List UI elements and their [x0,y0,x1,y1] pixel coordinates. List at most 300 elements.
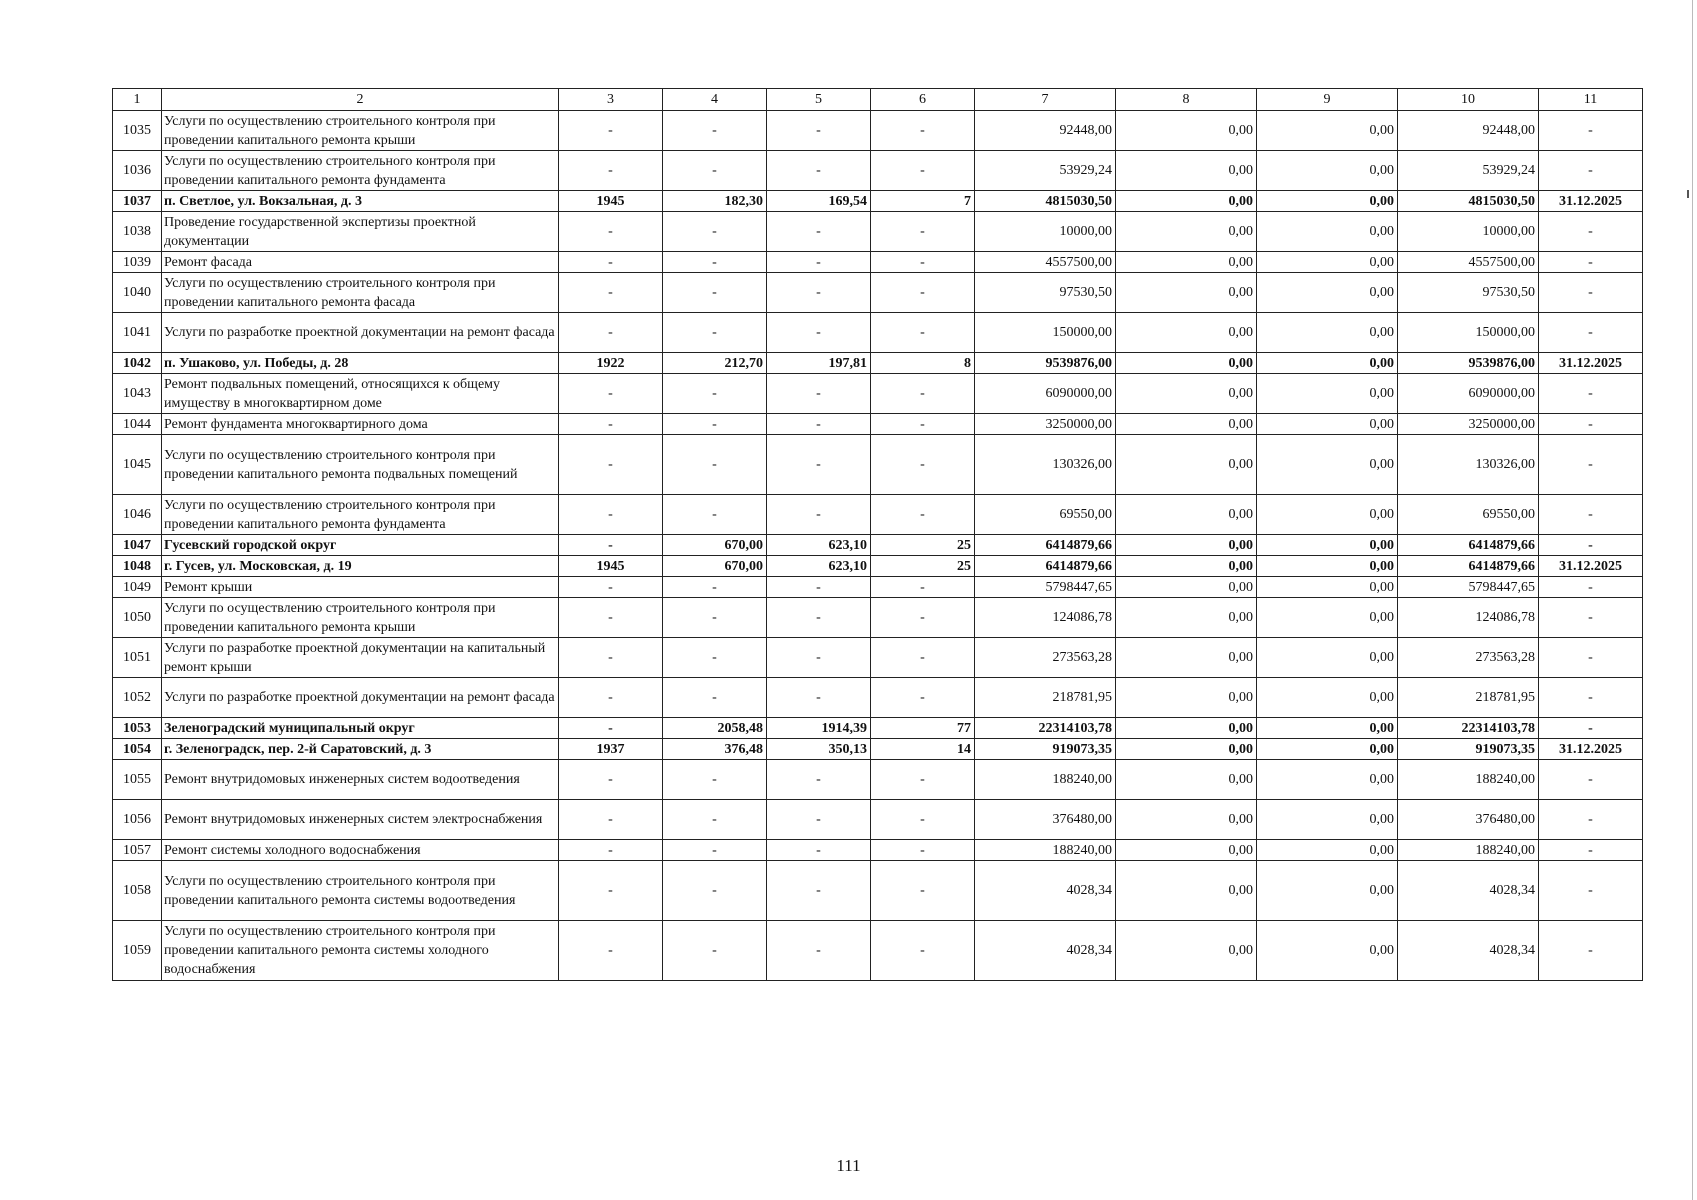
cost-col8-cell: 0,00 [1116,495,1257,535]
residents-cell: - [871,414,975,435]
page-number: 111 [836,1156,861,1175]
description-cell: Гусевский городской округ [162,535,559,556]
deadline-cell: - [1539,252,1643,273]
area-total-cell: - [663,374,767,414]
cost-col10-cell: 4557500,00 [1398,252,1539,273]
row-number-cell: 1036 [113,151,162,191]
scan-edge-line [1692,0,1693,1200]
capital-repair-table [112,88,1643,981]
description-cell: Услуги по разработке проектной документации на ремонт фасада [162,678,559,718]
cost-col8-cell: 0,00 [1116,535,1257,556]
cost-col8-cell: 0,00 [1116,861,1257,921]
year-cell: - [559,861,663,921]
deadline-cell: 31.12.2025 [1539,739,1643,760]
row-number-cell: 1054 [113,739,162,760]
row-number-cell: 1042 [113,353,162,374]
description-cell: г. Гусев, ул. Московская, д. 19 [162,556,559,577]
description-cell: Ремонт внутридомовых инженерных систем водоотведения [162,760,559,800]
cost-col8-cell: 0,00 [1116,151,1257,191]
cost-col10-cell: 188240,00 [1398,840,1539,861]
cost-col8-cell: 0,00 [1116,800,1257,840]
year-cell: - [559,414,663,435]
cost-total-cell: 6414879,66 [975,535,1116,556]
cost-col9-cell: 0,00 [1257,556,1398,577]
deadline-cell: - [1539,435,1643,495]
table-row-section [113,556,1643,577]
area-living-cell: - [767,111,871,151]
description-cell: Ремонт фасада [162,252,559,273]
cost-col10-cell: 4028,34 [1398,921,1539,981]
table-row-section [113,718,1643,739]
year-cell: - [559,598,663,638]
area-living-cell: 623,10 [767,535,871,556]
residents-cell: - [871,151,975,191]
deadline-cell: - [1539,313,1643,353]
description-cell: Ремонт внутридомовых инженерных систем электроснабжения [162,800,559,840]
row-number-cell: 1039 [113,252,162,273]
area-total-cell: - [663,800,767,840]
cost-col9-cell: 0,00 [1257,495,1398,535]
row-number-cell: 1041 [113,313,162,353]
header-cell: 8 [1116,89,1257,111]
area-living-cell: - [767,252,871,273]
table-row [113,273,1643,313]
area-living-cell: - [767,495,871,535]
header-cell: 2 [162,89,559,111]
cost-total-cell: 92448,00 [975,111,1116,151]
area-living-cell: - [767,861,871,921]
area-total-cell: - [663,212,767,252]
cost-col10-cell: 4028,34 [1398,861,1539,921]
area-living-cell: 169,54 [767,191,871,212]
cost-col8-cell: 0,00 [1116,840,1257,861]
row-number-cell: 1050 [113,598,162,638]
table-row [113,840,1643,861]
cost-col9-cell: 0,00 [1257,739,1398,760]
header-cell: 4 [663,89,767,111]
area-living-cell: 350,13 [767,739,871,760]
area-total-cell: 376,48 [663,739,767,760]
area-living-cell: - [767,374,871,414]
area-total-cell: - [663,111,767,151]
area-total-cell: 670,00 [663,556,767,577]
description-cell: Услуги по осуществлению строительного контроля при проведении капитального ремонта подвальных помещений [162,435,559,495]
residents-cell: - [871,252,975,273]
deadline-cell: - [1539,212,1643,252]
deadline-cell: - [1539,111,1643,151]
cost-col8-cell: 0,00 [1116,414,1257,435]
area-living-cell: - [767,151,871,191]
cost-total-cell: 919073,35 [975,739,1116,760]
year-cell: - [559,638,663,678]
table-row [113,151,1643,191]
cost-col10-cell: 273563,28 [1398,638,1539,678]
residents-cell: - [871,598,975,638]
cost-col10-cell: 22314103,78 [1398,718,1539,739]
residents-cell: - [871,678,975,718]
description-cell: г. Зеленоградск, пер. 2-й Саратовский, д. 3 [162,739,559,760]
row-number-cell: 1056 [113,800,162,840]
cost-col8-cell: 0,00 [1116,313,1257,353]
year-cell: - [559,840,663,861]
deadline-cell: - [1539,678,1643,718]
year-cell: 1922 [559,353,663,374]
cost-total-cell: 69550,00 [975,495,1116,535]
cost-col10-cell: 10000,00 [1398,212,1539,252]
area-total-cell: - [663,598,767,638]
table-row [113,678,1643,718]
area-total-cell: 212,70 [663,353,767,374]
deadline-cell: - [1539,374,1643,414]
cost-col10-cell: 376480,00 [1398,800,1539,840]
cost-col10-cell: 124086,78 [1398,598,1539,638]
cost-col9-cell: 0,00 [1257,598,1398,638]
row-number-cell: 1035 [113,111,162,151]
year-cell: - [559,718,663,739]
residents-cell: - [871,435,975,495]
area-living-cell: - [767,678,871,718]
deadline-cell: - [1539,921,1643,981]
residents-cell: - [871,374,975,414]
cost-total-cell: 376480,00 [975,800,1116,840]
cost-col9-cell: 0,00 [1257,535,1398,556]
row-number-cell: 1059 [113,921,162,981]
deadline-cell: 31.12.2025 [1539,556,1643,577]
residents-cell: - [871,638,975,678]
cost-col10-cell: 6414879,66 [1398,535,1539,556]
cost-total-cell: 22314103,78 [975,718,1116,739]
row-number-cell: 1057 [113,840,162,861]
header-cell: 5 [767,89,871,111]
table-row [113,577,1643,598]
year-cell: - [559,151,663,191]
cost-col8-cell: 0,00 [1116,191,1257,212]
deadline-cell: - [1539,577,1643,598]
table-row [113,861,1643,921]
cost-col10-cell: 150000,00 [1398,313,1539,353]
area-living-cell: - [767,760,871,800]
residents-cell: - [871,577,975,598]
deadline-cell: - [1539,535,1643,556]
cost-total-cell: 150000,00 [975,313,1116,353]
cost-col8-cell: 0,00 [1116,212,1257,252]
residents-cell: - [871,495,975,535]
cost-col9-cell: 0,00 [1257,840,1398,861]
row-number-cell: 1053 [113,718,162,739]
year-cell: - [559,535,663,556]
year-cell: 1937 [559,739,663,760]
cost-total-cell: 188240,00 [975,840,1116,861]
residents-cell: - [871,861,975,921]
cost-col9-cell: 0,00 [1257,678,1398,718]
cost-col10-cell: 92448,00 [1398,111,1539,151]
cost-col9-cell: 0,00 [1257,760,1398,800]
cost-col9-cell: 0,00 [1257,151,1398,191]
cost-col8-cell: 0,00 [1116,353,1257,374]
row-number-cell: 1046 [113,495,162,535]
year-cell: - [559,921,663,981]
area-total-cell: 182,30 [663,191,767,212]
row-number-cell: 1049 [113,577,162,598]
cost-total-cell: 9539876,00 [975,353,1116,374]
description-cell: Ремонт крыши [162,577,559,598]
cost-col9-cell: 0,00 [1257,212,1398,252]
residents-cell: - [871,273,975,313]
cost-col9-cell: 0,00 [1257,313,1398,353]
year-cell: - [559,273,663,313]
cost-col9-cell: 0,00 [1257,577,1398,598]
header-cell: 9 [1257,89,1398,111]
row-number-cell: 1048 [113,556,162,577]
table-row [113,111,1643,151]
cost-col9-cell: 0,00 [1257,718,1398,739]
description-cell: Услуги по осуществлению строительного контроля при проведении капитального ремонта крыши [162,598,559,638]
row-number-cell: 1038 [113,212,162,252]
description-cell: Услуги по осуществлению строительного контроля при проведении капитального ремонта фундамента [162,151,559,191]
cost-total-cell: 6090000,00 [975,374,1116,414]
column-number-header-row [113,89,1643,111]
table-row [113,212,1643,252]
description-cell: Услуги по осуществлению строительного контроля при проведении капитального ремонта крыши [162,111,559,151]
cost-total-cell: 124086,78 [975,598,1116,638]
header-cell: 3 [559,89,663,111]
area-total-cell: - [663,638,767,678]
description-cell: п. Светлое, ул. Вокзальная, д. 3 [162,191,559,212]
area-total-cell: - [663,760,767,800]
year-cell: 1945 [559,191,663,212]
cost-total-cell: 4815030,50 [975,191,1116,212]
area-living-cell: - [767,921,871,981]
header-cell: 10 [1398,89,1539,111]
deadline-cell: - [1539,840,1643,861]
cost-col9-cell: 0,00 [1257,414,1398,435]
table-row [113,598,1643,638]
deadline-cell: - [1539,760,1643,800]
row-number-cell: 1037 [113,191,162,212]
year-cell: - [559,435,663,495]
cost-col10-cell: 9539876,00 [1398,353,1539,374]
cost-total-cell: 5798447,65 [975,577,1116,598]
cost-col10-cell: 97530,50 [1398,273,1539,313]
deadline-cell: 31.12.2025 [1539,353,1643,374]
row-number-cell: 1047 [113,535,162,556]
area-living-cell: 197,81 [767,353,871,374]
cost-total-cell: 53929,24 [975,151,1116,191]
area-total-cell: 2058,48 [663,718,767,739]
cost-col9-cell: 0,00 [1257,111,1398,151]
description-cell: Зеленоградский муниципальный округ [162,718,559,739]
cost-col8-cell: 0,00 [1116,273,1257,313]
cost-col9-cell: 0,00 [1257,191,1398,212]
deadline-cell: - [1539,414,1643,435]
deadline-cell: - [1539,273,1643,313]
area-living-cell: - [767,598,871,638]
cost-col8-cell: 0,00 [1116,760,1257,800]
cost-total-cell: 4028,34 [975,921,1116,981]
year-cell: - [559,760,663,800]
cost-col8-cell: 0,00 [1116,678,1257,718]
area-total-cell: - [663,840,767,861]
area-living-cell: - [767,577,871,598]
area-living-cell: - [767,273,871,313]
header-cell: 7 [975,89,1116,111]
area-total-cell: 670,00 [663,535,767,556]
description-cell: Ремонт системы холодного водоснабжения [162,840,559,861]
cost-total-cell: 6414879,66 [975,556,1116,577]
table-row-section [113,191,1643,212]
residents-cell: 14 [871,739,975,760]
row-number-cell: 1040 [113,273,162,313]
table-row [113,760,1643,800]
area-living-cell: - [767,313,871,353]
residents-cell: - [871,760,975,800]
cost-total-cell: 4557500,00 [975,252,1116,273]
cost-col9-cell: 0,00 [1257,921,1398,981]
table-row-section [113,353,1643,374]
cost-col8-cell: 0,00 [1116,638,1257,678]
cost-total-cell: 10000,00 [975,212,1116,252]
cost-col10-cell: 3250000,00 [1398,414,1539,435]
row-number-cell: 1055 [113,760,162,800]
description-cell: Услуги по разработке проектной документации на капитальный ремонт крыши [162,638,559,678]
area-total-cell: - [663,273,767,313]
cost-col10-cell: 6090000,00 [1398,374,1539,414]
area-total-cell: - [663,435,767,495]
cost-col8-cell: 0,00 [1116,111,1257,151]
cost-col9-cell: 0,00 [1257,638,1398,678]
residents-cell: 25 [871,535,975,556]
cost-col9-cell: 0,00 [1257,800,1398,840]
header-cell: 11 [1539,89,1643,111]
area-living-cell: 623,10 [767,556,871,577]
cost-col8-cell: 0,00 [1116,556,1257,577]
residents-cell: - [871,921,975,981]
residents-cell: - [871,313,975,353]
table-row [113,800,1643,840]
cost-col10-cell: 53929,24 [1398,151,1539,191]
cost-col10-cell: 6414879,66 [1398,556,1539,577]
area-total-cell: - [663,495,767,535]
year-cell: - [559,374,663,414]
cost-total-cell: 4028,34 [975,861,1116,921]
cost-col8-cell: 0,00 [1116,252,1257,273]
table-row [113,921,1643,981]
area-living-cell: - [767,840,871,861]
deadline-cell: - [1539,638,1643,678]
table-row [113,414,1643,435]
cost-col9-cell: 0,00 [1257,353,1398,374]
deadline-cell: - [1539,861,1643,921]
area-total-cell: - [663,313,767,353]
area-living-cell: - [767,212,871,252]
cost-col8-cell: 0,00 [1116,435,1257,495]
cost-total-cell: 273563,28 [975,638,1116,678]
year-cell: 1945 [559,556,663,577]
year-cell: - [559,678,663,718]
header-cell: 1 [113,89,162,111]
deadline-cell: - [1539,800,1643,840]
area-total-cell: - [663,414,767,435]
area-total-cell: - [663,678,767,718]
year-cell: - [559,212,663,252]
year-cell: - [559,495,663,535]
table-row [113,252,1643,273]
cost-col9-cell: 0,00 [1257,273,1398,313]
cost-col10-cell: 919073,35 [1398,739,1539,760]
area-total-cell: - [663,861,767,921]
cost-col10-cell: 218781,95 [1398,678,1539,718]
residents-cell: - [871,111,975,151]
area-total-cell: - [663,252,767,273]
residents-cell: - [871,212,975,252]
deadline-cell: - [1539,495,1643,535]
year-cell: - [559,800,663,840]
residents-cell: - [871,840,975,861]
year-cell: - [559,577,663,598]
area-living-cell: - [767,435,871,495]
cost-total-cell: 130326,00 [975,435,1116,495]
description-cell: Услуги по осуществлению строительного контроля при проведении капитального ремонта фасада [162,273,559,313]
area-total-cell: - [663,151,767,191]
area-living-cell: - [767,800,871,840]
cost-col9-cell: 0,00 [1257,861,1398,921]
cost-col9-cell: 0,00 [1257,435,1398,495]
scan-edge-mark [1687,190,1689,198]
residents-cell: 8 [871,353,975,374]
residents-cell: 7 [871,191,975,212]
row-number-cell: 1051 [113,638,162,678]
area-total-cell: - [663,577,767,598]
cost-col8-cell: 0,00 [1116,921,1257,981]
description-cell: Проведение государственной экспертизы проектной документации [162,212,559,252]
cost-col8-cell: 0,00 [1116,577,1257,598]
row-number-cell: 1043 [113,374,162,414]
description-cell: п. Ушаково, ул. Победы, д. 28 [162,353,559,374]
cost-col9-cell: 0,00 [1257,252,1398,273]
residents-cell: 25 [871,556,975,577]
table-row [113,638,1643,678]
cost-col10-cell: 130326,00 [1398,435,1539,495]
cost-col8-cell: 0,00 [1116,739,1257,760]
cost-col8-cell: 0,00 [1116,718,1257,739]
description-cell: Услуги по осуществлению строительного контроля при проведении капитального ремонта системы водоотведения [162,861,559,921]
cost-col10-cell: 5798447,65 [1398,577,1539,598]
year-cell: - [559,313,663,353]
deadline-cell: - [1539,718,1643,739]
cost-col10-cell: 4815030,50 [1398,191,1539,212]
deadline-cell: - [1539,598,1643,638]
description-cell: Ремонт фундамента многоквартирного дома [162,414,559,435]
year-cell: - [559,111,663,151]
residents-cell: 77 [871,718,975,739]
area-total-cell: - [663,921,767,981]
table-row [113,435,1643,495]
table-row-section [113,739,1643,760]
cost-col10-cell: 188240,00 [1398,760,1539,800]
table-row [113,374,1643,414]
cost-total-cell: 218781,95 [975,678,1116,718]
area-living-cell: - [767,414,871,435]
cost-col8-cell: 0,00 [1116,374,1257,414]
area-living-cell: 1914,39 [767,718,871,739]
description-cell: Услуги по разработке проектной документации на ремонт фасада [162,313,559,353]
cost-total-cell: 3250000,00 [975,414,1116,435]
cost-col10-cell: 69550,00 [1398,495,1539,535]
deadline-cell: 31.12.2025 [1539,191,1643,212]
description-cell: Услуги по осуществлению строительного контроля при проведении капитального ремонта фундамента [162,495,559,535]
cost-col8-cell: 0,00 [1116,598,1257,638]
table-row [113,313,1643,353]
